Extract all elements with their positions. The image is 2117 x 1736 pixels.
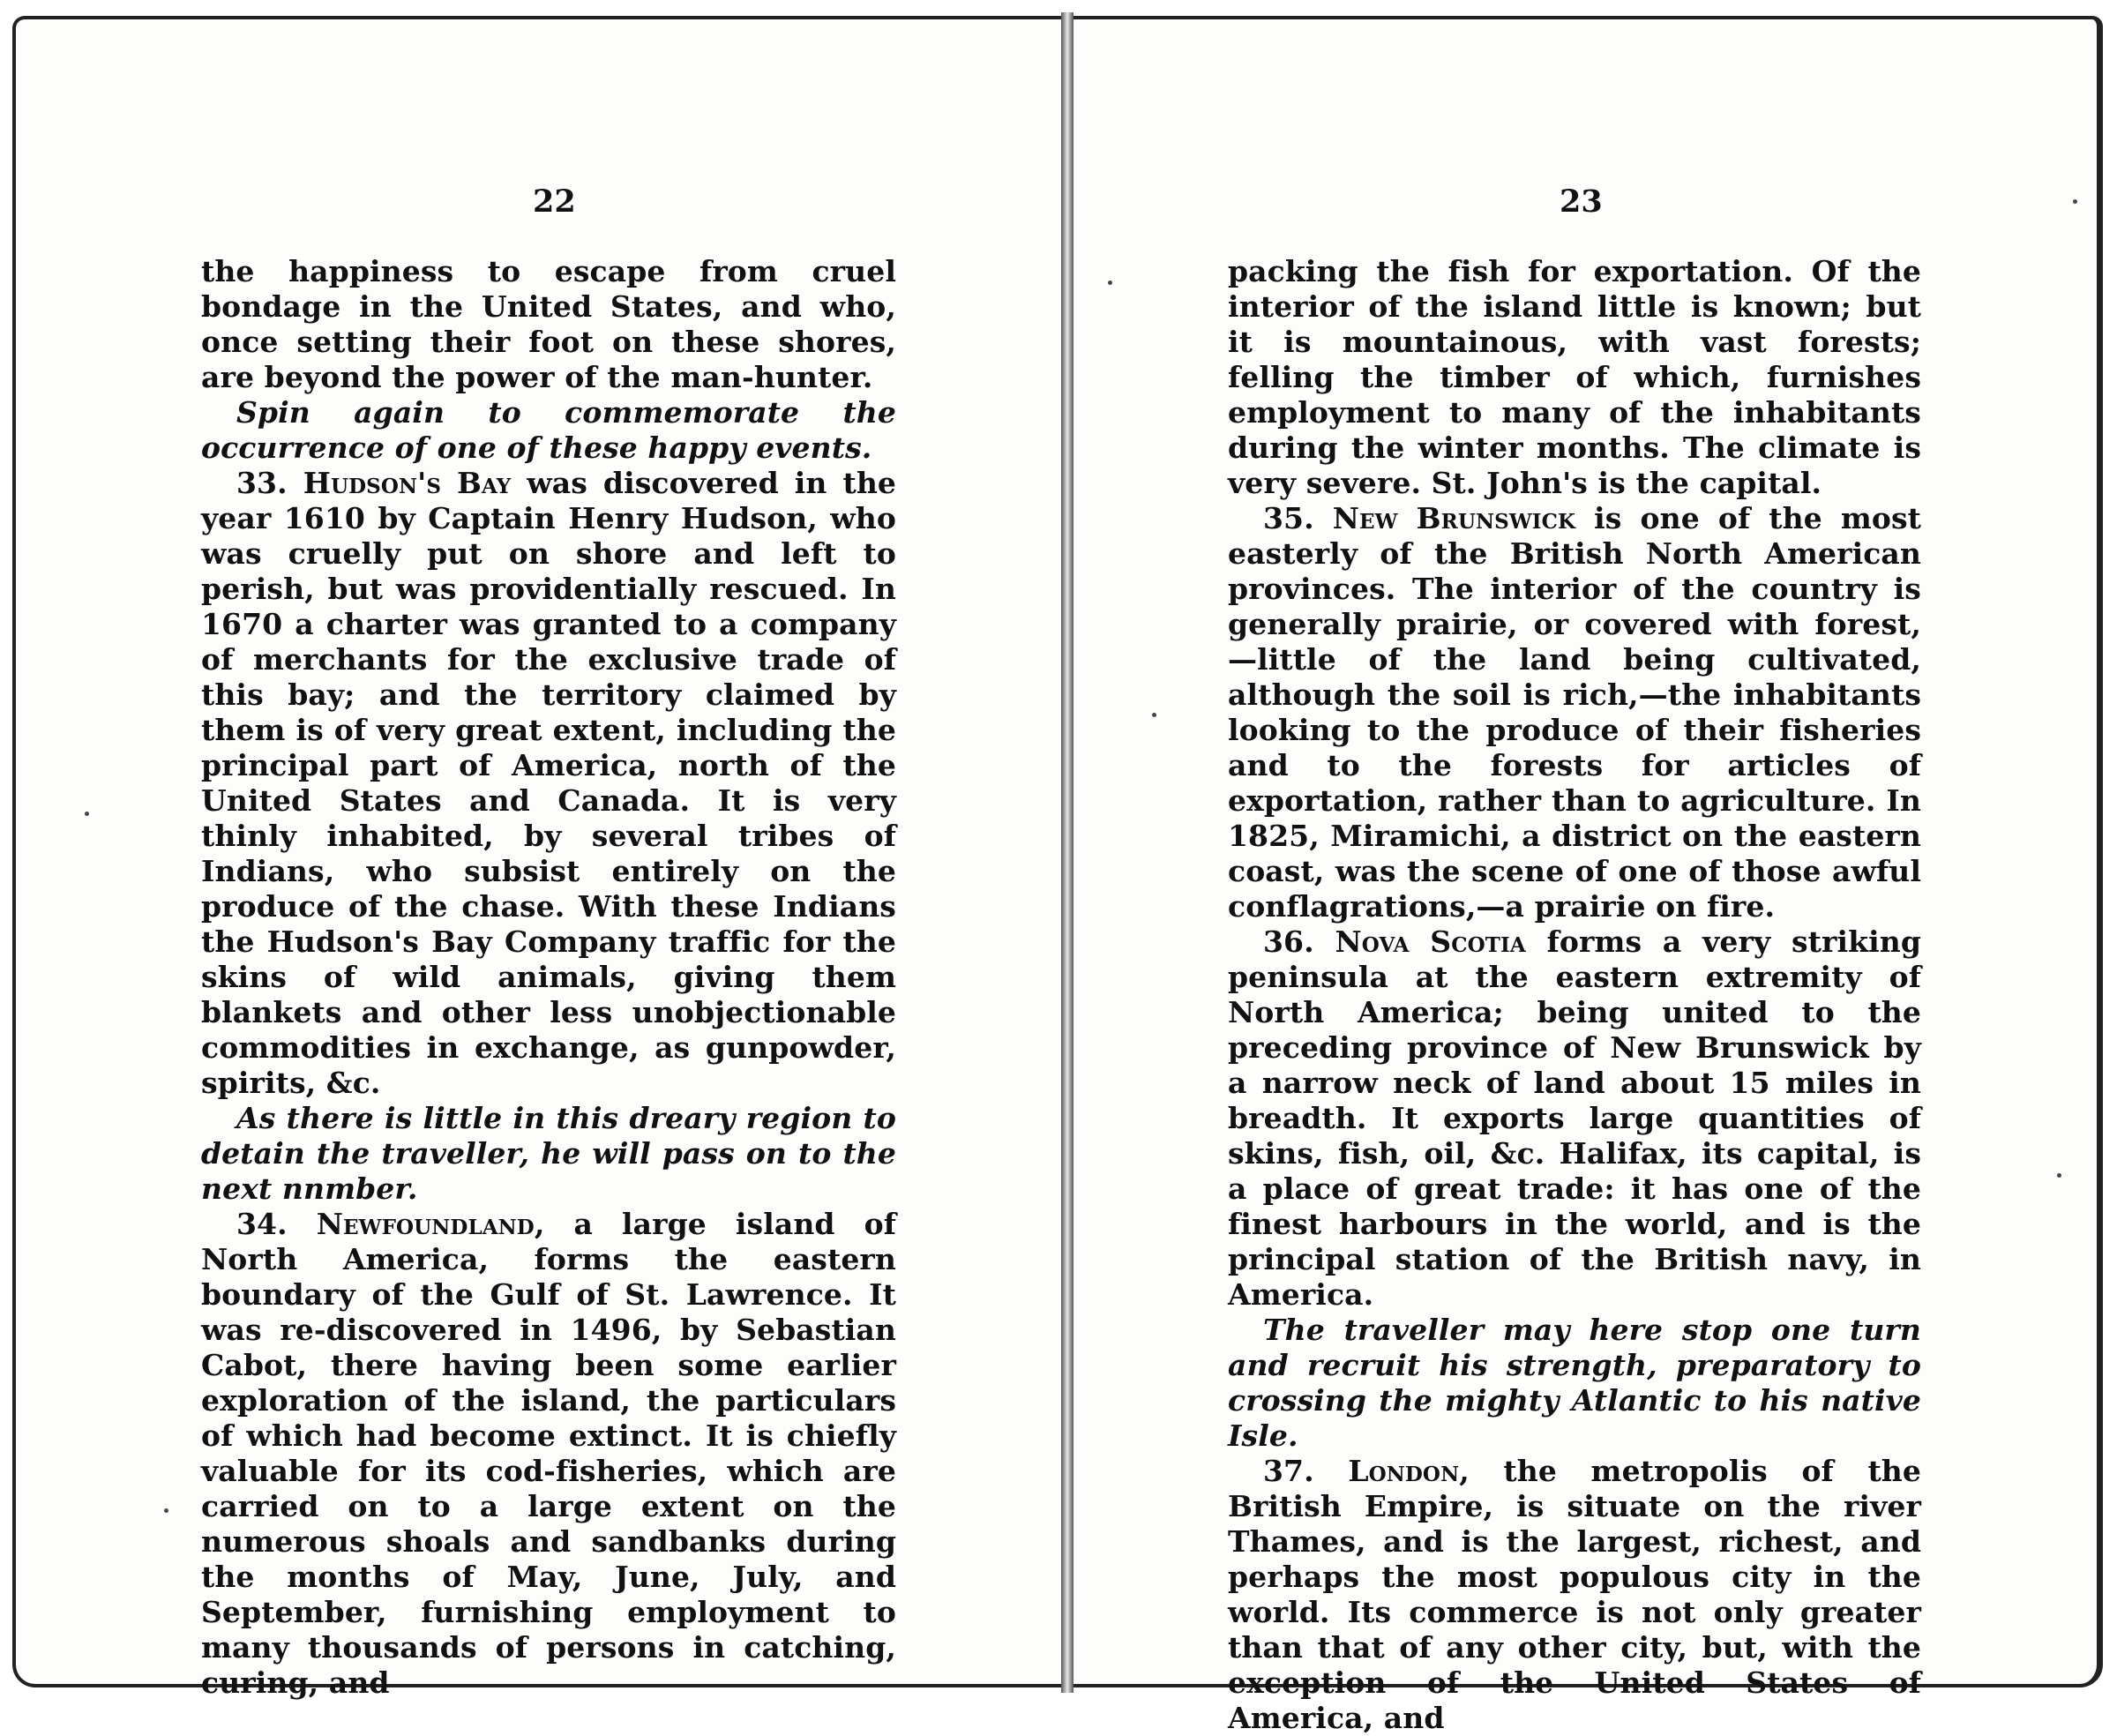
scan-speck (2057, 1173, 2061, 1178)
entry-number: 33. (236, 466, 288, 500)
scan-speck (164, 1508, 168, 1513)
italic-instruction (201, 395, 896, 466)
entry-text: is one of the most easterly of the British North American provinces. The interior of the country is generally prairie, or covered with forest,—little of the land being cultivated, although the soil is rich,—the inhabitants looking to the produce of their fisheries and to the forests for articles of exportation, rather than to agriculture. In 1825, Miramichi, a district on the eastern coast, was the scene of one of those awful conflagrations,—a prairie on fire. (1228, 501, 1921, 924)
paragraph-continuation (201, 254, 896, 395)
left-page-text (201, 254, 896, 1701)
paragraph-continuation (1228, 254, 1921, 501)
paragraph-text: the happiness to escape from cruel bondage in the United States, and who, once setting their foot on these shores, are beyond the power of the man-hunter. (201, 254, 896, 394)
paragraph-text: packing the fish for exportation. Of the interior of the island little is known; but it is mountainous, with vast forests; felling the timber of which, furnishes employment to many of the inhabitants during the winter months. The climate is very severe. St. John's is the capital. (1228, 254, 1921, 500)
entry-number: 34. (236, 1207, 288, 1241)
entry-35 (1228, 501, 1921, 924)
italic-instruction (1228, 1313, 1921, 1454)
right-page-text (1228, 254, 1921, 1736)
left-page-number: 22 (533, 183, 576, 220)
italic-instruction (201, 1101, 896, 1207)
entry-heading: Newfoundland, (316, 1207, 545, 1241)
entry-heading: London, (1348, 1454, 1470, 1488)
entry-34 (201, 1207, 896, 1701)
entry-number: 37. (1263, 1454, 1314, 1488)
instruction-text: The traveller may here stop one turn and recruit his strength, preparatory to crossing the mighty Atlantic to his native Isle. (1228, 1313, 1921, 1453)
entry-heading: New Brunswick (1332, 501, 1576, 535)
scan-speck (85, 812, 89, 816)
scan-speck (1152, 713, 1156, 717)
instruction-text: As there is little in this dreary region to detain the traveller, he will pass on to the next nnmber. (201, 1101, 896, 1206)
entry-number: 35. (1263, 501, 1314, 535)
entry-number: 36. (1263, 924, 1314, 959)
entry-text: a large island of North America, forms the eastern boundary of the Gulf of St. Lawrence. It was re-discovered in 1496, by Sebastian Cabot, there having been some earlier exploration of the island, the particulars of which had become extinct. It is chiefly valuable for its cod-fisheries, which are carried on to a large extent on the numerous shoals and sandbanks during the months of May, June, July, and September, furnishing employment to many thousands of persons in catching, curing, and (201, 1207, 897, 1700)
entry-text: was discovered in the year 1610 by Captain Henry Hudson, who was cruelly put on shore and left to perish, but was providentially rescued. In 1670 a charter was granted to a company of merchants for the exclusive trade of this bay; and the territory claimed by them is of very great extent, including the principal part of America, north of the United States and Canada. It is very thinly inhabited, by several tribes of Indians, who subsist entirely on the produce of the chase. With these Indians the Hudson's Bay Company traffic for the skins of wild animals, giving them blankets and other less unobjectionable commodities in exchange, as gunpowder, spirits, &c. (201, 466, 897, 1100)
scan-speck (1108, 281, 1112, 285)
entry-text: forms a very striking peninsula at the eastern extremity of North America; being united to the preceding province of New Brunswick by a narrow neck of land about 15 miles in breadth. It exports large quantities of skins, fish, oil, &c. Halifax, its capital, is a place of great trade: it has one of the finest harbours in the world, and is the principal station of the British navy, in America. (1228, 924, 1922, 1312)
book-spine (1061, 12, 1073, 1693)
instruction-text: Spin again to commemorate the occurrence of one of these happy events. (201, 395, 896, 465)
entry-36 (1228, 924, 1921, 1313)
entry-heading: Nova Scotia (1335, 924, 1526, 959)
entry-33 (201, 466, 896, 1101)
entry-37 (1228, 1454, 1921, 1736)
right-page-number: 23 (1560, 183, 1603, 220)
entry-heading: Hudson's Bay (303, 466, 512, 500)
scan-speck (2073, 199, 2077, 204)
entry-text: the metropolis of the British Empire, is situate on the river Thames, and is the largest, richest, and perhaps the most populous city in the world. Its commerce is not only greater than that of any other city, but, with the exception of the United States of America, and (1228, 1454, 1921, 1735)
